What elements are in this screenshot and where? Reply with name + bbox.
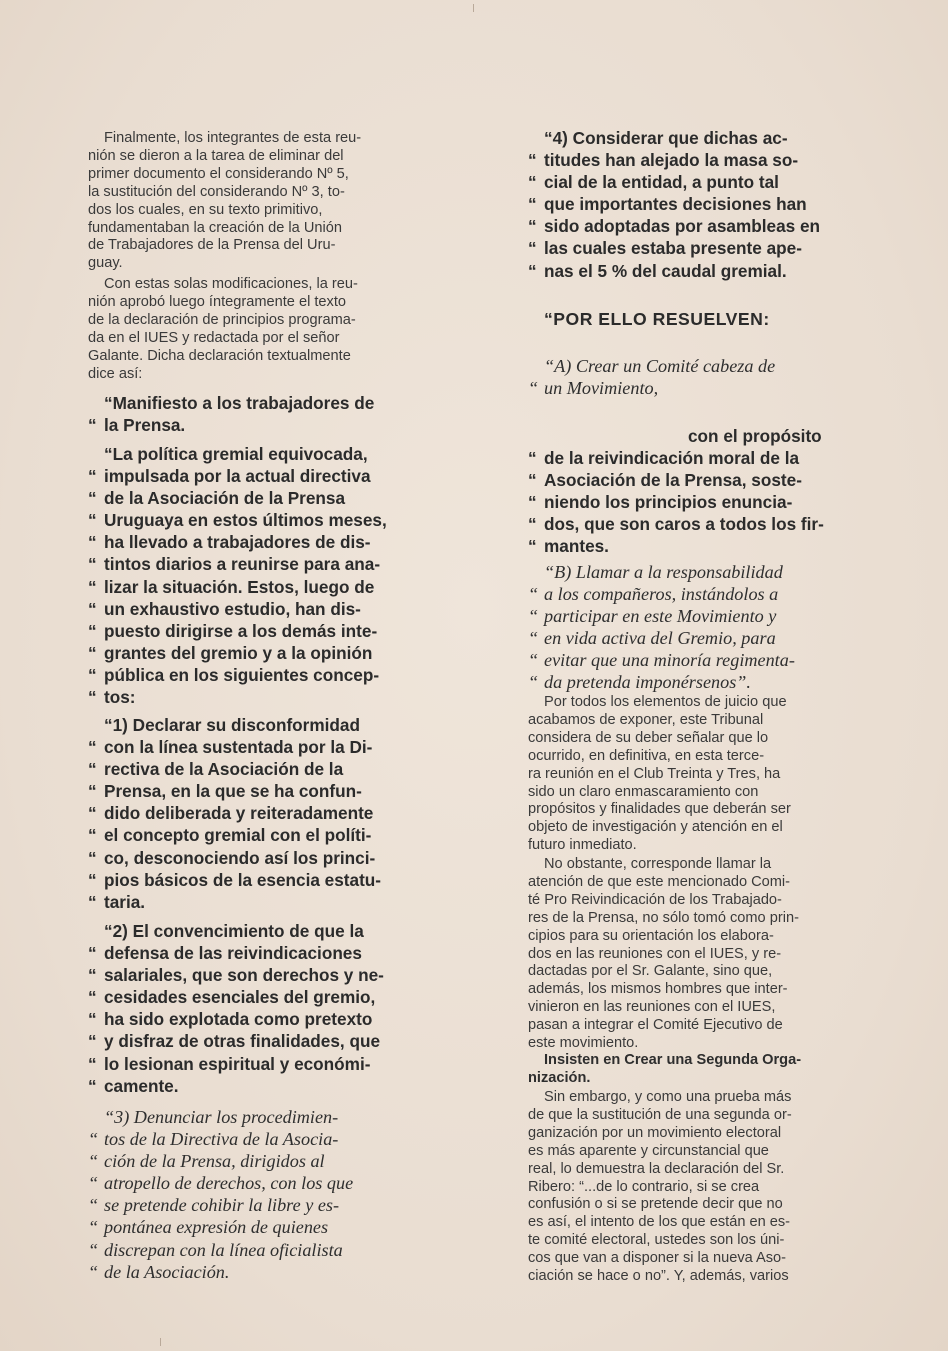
text-line: “4) Considerar que dichas ac- [544, 128, 788, 148]
text-line [528, 491, 864, 513]
text-line: lizar la situación. Estos, luego de [104, 576, 375, 597]
text-line: tintos diarios a reunirse para ana- [104, 554, 381, 575]
text-line [528, 171, 864, 193]
text-line: confusión o si se pretende decir que no [528, 1196, 783, 1213]
text-line: de la declaración de principios programa- [88, 311, 356, 328]
text-line: ganización por un movimiento electoral [528, 1124, 782, 1141]
quote-mark: “ [88, 510, 97, 531]
text-line: “B) Llamar a la responsabilidad [544, 562, 783, 582]
quote-mark: “ [88, 466, 97, 487]
text-line: nas el 5 % del caudal gremial. [544, 260, 787, 281]
text-line [88, 576, 424, 598]
text-line [88, 869, 424, 891]
quote-mark: “ [88, 759, 97, 780]
text-line [528, 583, 864, 605]
text-line: participar en este Movimiento y [544, 606, 777, 627]
quote-mark: “ [88, 781, 97, 802]
text-line [88, 465, 424, 487]
text-line: de Trabajadores de la Prensa del Uru- [88, 237, 336, 254]
text-line: primer documento el considerando Nº 5, [88, 165, 349, 182]
text-line: fundamentaban la creación de la Unión [88, 219, 342, 236]
quote-mark: “ [528, 492, 537, 513]
text-line [88, 1194, 424, 1216]
text-line: este movimiento. [528, 1035, 639, 1052]
text-line [528, 193, 864, 215]
text-line: dos los cuales, en su texto primitivo, [88, 201, 323, 218]
text-line: camente. [104, 1075, 179, 1096]
quote-mark: “ [88, 1217, 99, 1238]
text-line [88, 942, 424, 964]
text-line: ocurrido, en definitiva, en esta terce- [528, 747, 765, 764]
text-line [88, 686, 424, 708]
text-line: Insisten en Crear una Segunda Orga- [544, 1052, 802, 1068]
text-line: cipios para su orientación los elabora- [528, 927, 774, 944]
quote-mark: “ [88, 488, 97, 509]
text-line: “A) Crear un Comité cabeza de [544, 356, 776, 376]
quote-mark: “ [528, 172, 537, 193]
quote-mark: “ [88, 598, 97, 619]
text-line [528, 149, 864, 171]
text-line: con el propósito [688, 426, 822, 446]
quote-mark: “ [528, 216, 537, 237]
point-2 [88, 920, 424, 1097]
text-line: dice así: [88, 365, 143, 382]
text-line [88, 824, 424, 846]
text-line [88, 1128, 424, 1150]
text-line: salariales, que son derechos y ne- [104, 965, 384, 986]
text-line: No obstante, corresponde llamar la [544, 856, 772, 872]
quote-mark: “ [88, 1261, 99, 1282]
text-line [88, 1216, 424, 1238]
text-line: nión se dieron a la tarea de eliminar del [88, 147, 344, 164]
quote-mark: “ [88, 415, 97, 436]
quote-mark: “ [88, 1009, 97, 1030]
quote-mark: “ [528, 238, 537, 259]
text-line [88, 642, 424, 664]
paper-mark [160, 1338, 161, 1346]
text-line: sido un claro enmascaramiento con [528, 783, 759, 800]
text-line: con la línea sustentada por la Di- [104, 737, 373, 758]
text-line: “Manifiesto a los trabajadores de [104, 393, 375, 413]
quote-mark: “ [528, 260, 537, 281]
quote-mark: “ [528, 194, 537, 215]
quote-mark: “ [528, 448, 537, 469]
quote-mark: “ [88, 1151, 99, 1172]
quote-mark: “ [88, 987, 97, 1008]
text-line: la Prensa. [104, 415, 186, 436]
point-3 [88, 1106, 424, 1283]
text-line [528, 237, 864, 259]
text-line: Finalmente, los integrantes de esta reu- [104, 130, 362, 146]
text-line: un exhaustivo estudio, han dis- [104, 598, 361, 619]
text-line: Sin embargo, y como una prueba más [544, 1089, 792, 1105]
quote-mark: “ [88, 847, 97, 868]
quote-mark: “ [88, 825, 97, 846]
text-line: te comité electoral, ustedes son los úni- [528, 1232, 785, 1249]
paragraph-finalmente [88, 130, 424, 273]
text-line: atropello de derechos, con los que [104, 1173, 354, 1194]
text-line [528, 649, 864, 671]
quote-mark: “ [88, 1053, 97, 1074]
text-line: impulsada por la actual directiva [104, 466, 371, 487]
text-line: Prensa, en la que se ha confun- [104, 781, 362, 802]
text-line: sido adoptadas por asambleas en [544, 216, 821, 237]
text-line: cos que van a disponer si la nueva Aso- [528, 1250, 786, 1267]
text-line: “2) El convencimiento de que la [104, 921, 364, 941]
quote-mark: “ [528, 650, 539, 671]
text-line [88, 780, 424, 802]
quote-mark: “ [88, 869, 97, 890]
text-line: que importantes decisiones han [544, 194, 807, 215]
quote-mark: “ [528, 672, 539, 693]
quote-mark: “ [528, 628, 539, 649]
text-line: atención de que este mencionado Comi- [528, 873, 791, 890]
text-line: guay. [88, 255, 123, 272]
text-line: de la Asociación de la Prensa [104, 488, 346, 509]
text-line: el concepto gremial con el políti- [104, 825, 372, 846]
quote-mark: “ [88, 554, 97, 575]
text-line: además, los mismos hombres que inter- [528, 981, 788, 998]
text-line: co, desconociendo así los princi- [104, 847, 376, 868]
quote-mark: “ [88, 687, 97, 708]
text-line: “La política gremial equivocada, [104, 444, 368, 464]
text-line: Galante. Dicha declaración textualmente [88, 347, 351, 364]
text-line [88, 1261, 424, 1283]
quote-mark: “ [88, 1129, 99, 1150]
quote-mark: “ [88, 1239, 99, 1260]
text-line [88, 553, 424, 575]
text-line: tos: [104, 687, 136, 708]
text-line: pontánea expresión de quienes [104, 1217, 329, 1238]
text-line: lo lesionan espiritual y económi- [104, 1053, 371, 1074]
text-line: té Pro Reivindicación de los Trabajado- [528, 891, 782, 908]
por-ello-resuelven-heading: “POR ELLO RESUELVEN: [544, 309, 770, 329]
quote-mark: “ [88, 965, 97, 986]
text-line: discrepan con la línea oficialista [104, 1239, 343, 1260]
point-b [528, 561, 864, 694]
text-line: cial de la entidad, a punto tal [544, 172, 779, 193]
subheading-insisten [528, 1052, 864, 1088]
text-line [88, 1030, 424, 1052]
quote-mark: “ [88, 1031, 97, 1052]
paragraph-modificaciones [88, 276, 424, 383]
text-line: Uruguaya en estos últimos meses, [104, 510, 387, 531]
text-line: dido deliberada y reiteradamente [104, 803, 374, 824]
text-line [88, 487, 424, 509]
text-line: Ribero: “...de lo contrario, si se crea [528, 1178, 760, 1195]
paragraph-sin-embargo [528, 1089, 864, 1286]
quote-mark: “ [88, 1195, 99, 1216]
text-line [88, 964, 424, 986]
text-line [528, 605, 864, 627]
text-line: se pretende cohibir la libre y es- [104, 1195, 340, 1216]
text-line: taria. [104, 891, 146, 912]
text-line [88, 1075, 424, 1097]
text-line: mantes. [544, 536, 609, 557]
quote-mark: “ [528, 150, 537, 171]
text-line: da pretenda imponérsenos”. [544, 672, 751, 693]
quote-mark: “ [88, 620, 97, 641]
text-line: real, lo demuestra la declaración del Sr. [528, 1160, 785, 1177]
quote-mark: “ [88, 576, 97, 597]
text-line: grantes del gremio y a la opinión [104, 642, 373, 663]
text-line: nión aprobó luego íntegramente el texto [88, 293, 347, 310]
text-line [528, 447, 864, 469]
quote-mark: “ [88, 532, 97, 553]
text-line [88, 1008, 424, 1030]
text-line: y disfraz de otras finalidades, que [104, 1031, 381, 1052]
point-a-continued [528, 425, 864, 558]
text-line [88, 620, 424, 642]
text-line [88, 1053, 424, 1075]
text-line: es así, el intento de los que están en es- [528, 1214, 791, 1231]
text-line [528, 513, 864, 535]
text-line: de la reivindicación moral de la [544, 448, 800, 469]
text-line [88, 736, 424, 758]
point-a [528, 355, 864, 399]
text-line: nización. [528, 1069, 591, 1086]
text-line: a los compañeros, instándolos a [544, 584, 779, 605]
quote-mark: “ [88, 664, 97, 685]
text-line: las cuales estaba presente ape- [544, 238, 802, 259]
text-line: de que la sustitución de una segunda or- [528, 1106, 792, 1123]
quote-mark: “ [88, 737, 97, 758]
text-line [88, 986, 424, 1008]
text-line [88, 1150, 424, 1172]
text-line [528, 671, 864, 693]
quote-mark: “ [528, 584, 539, 605]
text-line: da en el IUES y redactada por el señor [88, 329, 340, 346]
text-line: Asociación de la Prensa, soste- [544, 470, 802, 491]
text-line [88, 1239, 424, 1261]
paper-mark [473, 4, 474, 12]
text-line [88, 531, 424, 553]
text-line: en vida activa del Gremio, para [544, 628, 776, 649]
text-line: defensa de las reivindicaciones [104, 943, 362, 964]
text-line: ra reunión en el Club Treinta y Tres, ha [528, 765, 781, 782]
text-line: “1) Declarar su disconformidad [104, 715, 360, 735]
quote-mark: “ [528, 514, 537, 535]
text-line [88, 664, 424, 686]
text-line: res de la Prensa, no sólo tomó como prin- [528, 909, 799, 926]
manifiesto-heading [88, 392, 424, 436]
text-line: futuro inmediato. [528, 837, 637, 854]
text-line: ciación se hace o no”. Y, además, varios [528, 1268, 789, 1285]
text-line [88, 847, 424, 869]
text-line: objeto de investigación y atención en el [528, 819, 783, 836]
text-line: Por todos los elementos de juicio que [544, 694, 787, 710]
text-line [88, 414, 424, 436]
quote-mark: “ [528, 536, 537, 557]
text-line: considera de su deber señalar que lo [528, 729, 769, 746]
quote-mark: “ [88, 943, 97, 964]
text-line: puesto dirigirse a los demás inte- [104, 620, 378, 641]
text-line [88, 509, 424, 531]
text-line: “3) Denunciar los procedimien- [104, 1107, 339, 1127]
text-line: dos, que son caros a todos los fir- [544, 514, 824, 535]
paragraph-no-obstante [528, 856, 864, 1053]
text-line: niendo los principios enuncia- [544, 492, 793, 513]
text-line: vinieron en las reuniones con el IUES, [528, 999, 776, 1016]
point-4 [528, 127, 864, 282]
text-line [528, 215, 864, 237]
text-line: Con estas solas modificaciones, la reu- [104, 276, 358, 292]
text-line [88, 1172, 424, 1194]
quote-mark: “ [528, 378, 539, 399]
text-line [528, 377, 864, 399]
text-line: ha llevado a trabajadores de dis- [104, 532, 371, 553]
text-line: titudes han alejado la masa so- [544, 150, 799, 171]
text-line: ción de la Prensa, dirigidos al [104, 1151, 325, 1172]
text-line: dactadas por el Sr. Galante, sino que, [528, 963, 773, 980]
text-line: tos de la Directiva de la Asocia- [104, 1129, 339, 1150]
text-line: pasan a integrar el Comité Ejecutivo de [528, 1017, 783, 1034]
quote-mark: “ [88, 642, 97, 663]
paragraph-por-todos [528, 694, 864, 855]
quote-mark: “ [88, 1075, 97, 1096]
text-line [88, 891, 424, 913]
text-line: ha sido explotada como pretexto [104, 1009, 373, 1030]
text-line: acabamos de exponer, este Tribunal [528, 711, 764, 728]
text-line [88, 758, 424, 780]
text-line [528, 535, 864, 557]
text-line [88, 598, 424, 620]
text-line: evitar que una minoría regimenta- [544, 650, 795, 671]
text-line [88, 802, 424, 824]
quote-mark: “ [88, 1173, 99, 1194]
text-line [528, 627, 864, 649]
text-line: propósitos y finalidades que deberán ser [528, 801, 791, 818]
text-line [528, 260, 864, 282]
text-line [528, 469, 864, 491]
text-line: dos en las reuniones con el IUES, y re- [528, 945, 782, 962]
point-1 [88, 714, 424, 913]
text-line: rectiva de la Asociación de la [104, 759, 344, 780]
quote-mark: “ [528, 606, 539, 627]
quote-mark: “ [88, 891, 97, 912]
text-line: es más aparente y circunstancial que [528, 1142, 769, 1159]
text-line: un Movimiento, [544, 378, 659, 399]
quote-mark: “ [528, 470, 537, 491]
text-line: pios básicos de la esencia estatu- [104, 869, 382, 890]
paragraph-politica-gremial [88, 443, 424, 708]
text-line: la sustitución del considerando Nº 3, to- [88, 183, 345, 200]
text-line: pública en los siguientes concep- [104, 664, 380, 685]
quote-mark: “ [88, 803, 97, 824]
text-line: de la Asociación. [104, 1261, 230, 1282]
text-line: cesidades esenciales del gremio, [104, 987, 376, 1008]
